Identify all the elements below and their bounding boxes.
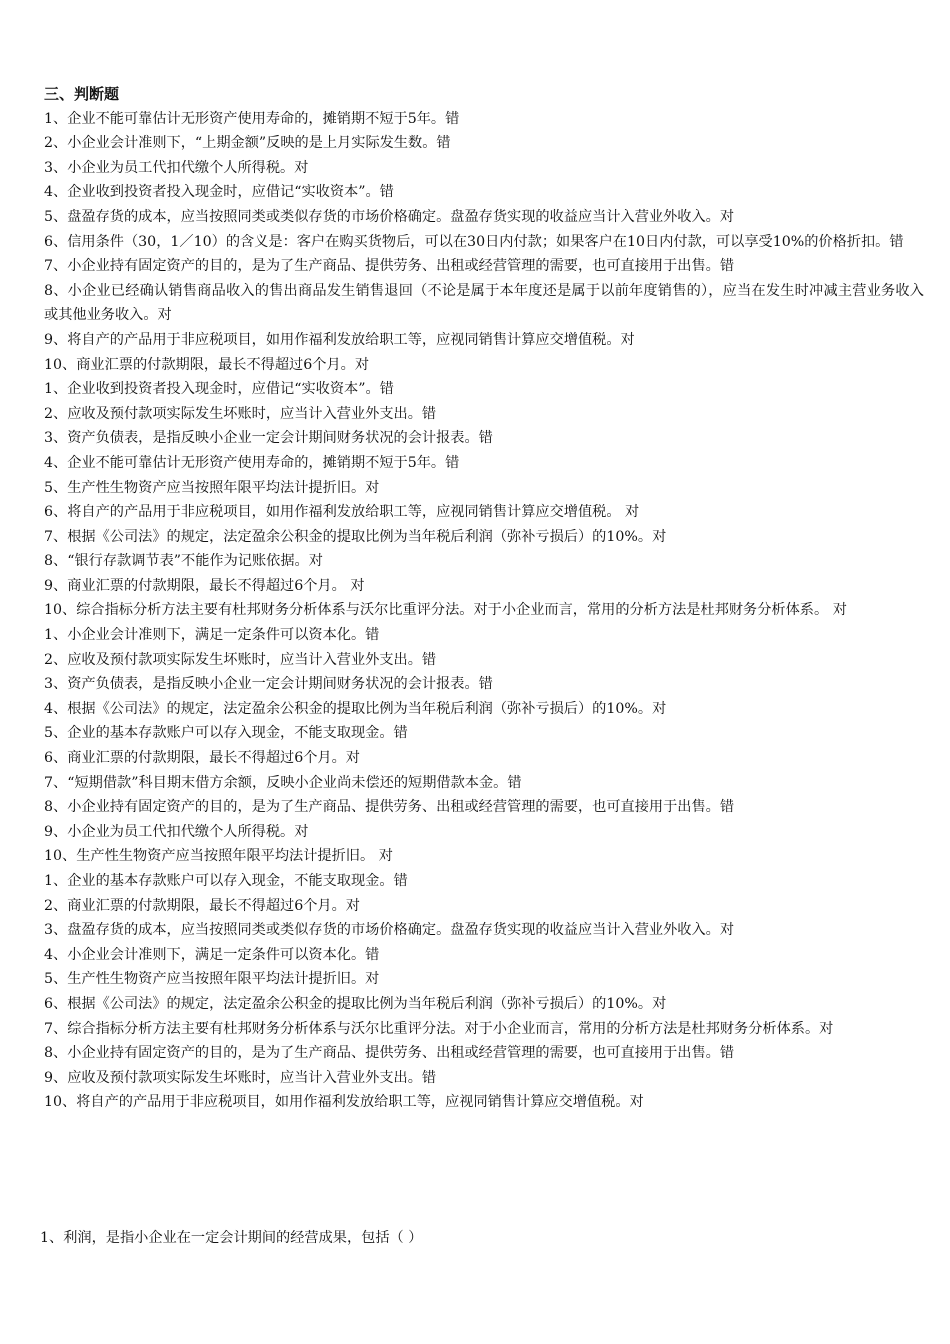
list-item: 8、小企业已经确认销售商品收入的售出商品发生销售退回（不论是属于本年度还是属于以前年度销售的），应当在发生时冲减主营业务收入或其他业务收入。对 bbox=[44, 282, 924, 324]
list-item: 3、资产负债表，是指反映小企业一定会计期间财务状况的会计报表。错 bbox=[44, 430, 493, 447]
list-item: 5、生产性生物资产应当按照年限平均法计提折旧。对 bbox=[44, 971, 380, 988]
list-item: 2、应收及预付款项实际发生坏账时，应当计入营业外支出。错 bbox=[44, 651, 437, 668]
list-item: 1、企业不能可靠估计无形资产使用寿命的，摊销期不短于5年。错 bbox=[44, 110, 460, 127]
list-item: 9、将自产的产品用于非应税项目，如用作福利发放给职工等，应视同销售计算应交增值税。对 bbox=[44, 331, 635, 348]
list-item: 5、企业的基本存款账户可以存入现金，不能支取现金。错 bbox=[44, 725, 408, 742]
list-item: 6、根据《公司法》的规定，法定盈余公积金的提取比例为当年税后利润（弥补亏损后）的10%。对 bbox=[44, 995, 667, 1012]
list-item: 3、资产负债表，是指反映小企业一定会计期间财务状况的会计报表。错 bbox=[44, 676, 493, 693]
list-item: 10、商业汇票的付款期限，最长不得超过6个月。对 bbox=[44, 356, 370, 373]
list-item: 2、商业汇票的付款期限，最长不得超过6个月。对 bbox=[44, 897, 360, 914]
list-item: 4、小企业会计准则下，满足一定条件可以资本化。错 bbox=[44, 946, 380, 963]
list-item: 5、生产性生物资产应当按照年限平均法计提折旧。对 bbox=[44, 479, 380, 496]
list-item: 7、根据《公司法》的规定，法定盈余公积金的提取比例为当年税后利润（弥补亏损后）的10%。对 bbox=[44, 528, 667, 545]
list-item: 6、信用条件（30，1／10）的含义是：客户在购买货物后，可以在30日内付款；如果客户在10日内付款，可以享受10%的价格折扣。错 bbox=[44, 233, 904, 250]
list-item: 10、生产性生物资产应当按照年限平均法计提折旧。 对 bbox=[44, 848, 393, 865]
list-item: 5、盘盈存货的成本，应当按照同类或类似存货的市场价格确定。盘盈存货实现的收益应当计入营业外收入。对 bbox=[44, 208, 735, 225]
list-item: 4、企业不能可靠估计无形资产使用寿命的，摊销期不短于5年。错 bbox=[44, 454, 460, 471]
list-item: 1、企业收到投资者投入现金时，应借记“实收资本”。错 bbox=[44, 381, 394, 398]
list-item: 6、商业汇票的付款期限，最长不得超过6个月。对 bbox=[44, 750, 360, 767]
list-item: 9、应收及预付款项实际发生坏账时，应当计入营业外支出。错 bbox=[44, 1069, 437, 1086]
true-false-section bbox=[44, 82, 924, 1115]
list-item: 8、“银行存款调节表”不能作为记账依据。对 bbox=[44, 553, 323, 570]
list-item: 3、小企业为员工代扣代缴个人所得税。对 bbox=[44, 159, 309, 176]
section-heading: 三、判断题 bbox=[44, 85, 120, 103]
list-item: 10、将自产的产品用于非应税项目，如用作福利发放给职工等，应视同销售计算应交增值税。对 bbox=[44, 1094, 644, 1111]
list-item: 9、商业汇票的付款期限，最长不得超过6个月。 对 bbox=[44, 577, 365, 594]
list-item: 4、根据《公司法》的规定，法定盈余公积金的提取比例为当年税后利润（弥补亏损后）的10%。对 bbox=[44, 700, 667, 717]
list-item: 2、小企业会计准则下，“上期金额”反映的是上月实际发生数。错 bbox=[44, 135, 451, 152]
list-item: 3、盘盈存货的成本，应当按照同类或类似存货的市场价格确定。盘盈存货实现的收益应当计入营业外收入。对 bbox=[44, 922, 735, 939]
list-item: 7、“短期借款”科目期末借方余额，反映小企业尚未偿还的短期借款本金。错 bbox=[44, 774, 522, 791]
list-item: 4、企业收到投资者投入现金时，应借记“实收资本”。错 bbox=[44, 184, 394, 201]
list-item: 2、应收及预付款项实际发生坏账时，应当计入营业外支出。错 bbox=[44, 405, 437, 422]
list-item: 10、综合指标分析方法主要有杜邦财务分析体系与沃尔比重评分法。对于小企业而言，常用的分析方法是杜邦财务分析体系。 对 bbox=[44, 602, 847, 619]
next-question: 1、利润，是指小企业在一定会计期间的经营成果，包括（ ） bbox=[40, 1230, 423, 1246]
list-item: 7、小企业持有固定资产的目的，是为了生产商品、提供劳务、出租或经营管理的需要，也可直接用于出售。错 bbox=[44, 258, 735, 275]
list-item: 8、小企业持有固定资产的目的，是为了生产商品、提供劳务、出租或经营管理的需要，也可直接用于出售。错 bbox=[44, 799, 735, 816]
list-item: 7、综合指标分析方法主要有杜邦财务分析体系与沃尔比重评分法。对于小企业而言，常用的分析方法是杜邦财务分析体系。对 bbox=[44, 1020, 834, 1037]
list-item: 9、小企业为员工代扣代缴个人所得税。对 bbox=[44, 823, 309, 840]
list-item: 8、小企业持有固定资产的目的，是为了生产商品、提供劳务、出租或经营管理的需要，也可直接用于出售。错 bbox=[44, 1045, 735, 1062]
list-item: 1、小企业会计准则下，满足一定条件可以资本化。错 bbox=[44, 627, 380, 644]
list-item: 1、企业的基本存款账户可以存入现金，不能支取现金。错 bbox=[44, 873, 408, 889]
list-item: 6、将自产的产品用于非应税项目，如用作福利发放给职工等，应视同销售计算应交增值税。 对 bbox=[44, 504, 640, 521]
